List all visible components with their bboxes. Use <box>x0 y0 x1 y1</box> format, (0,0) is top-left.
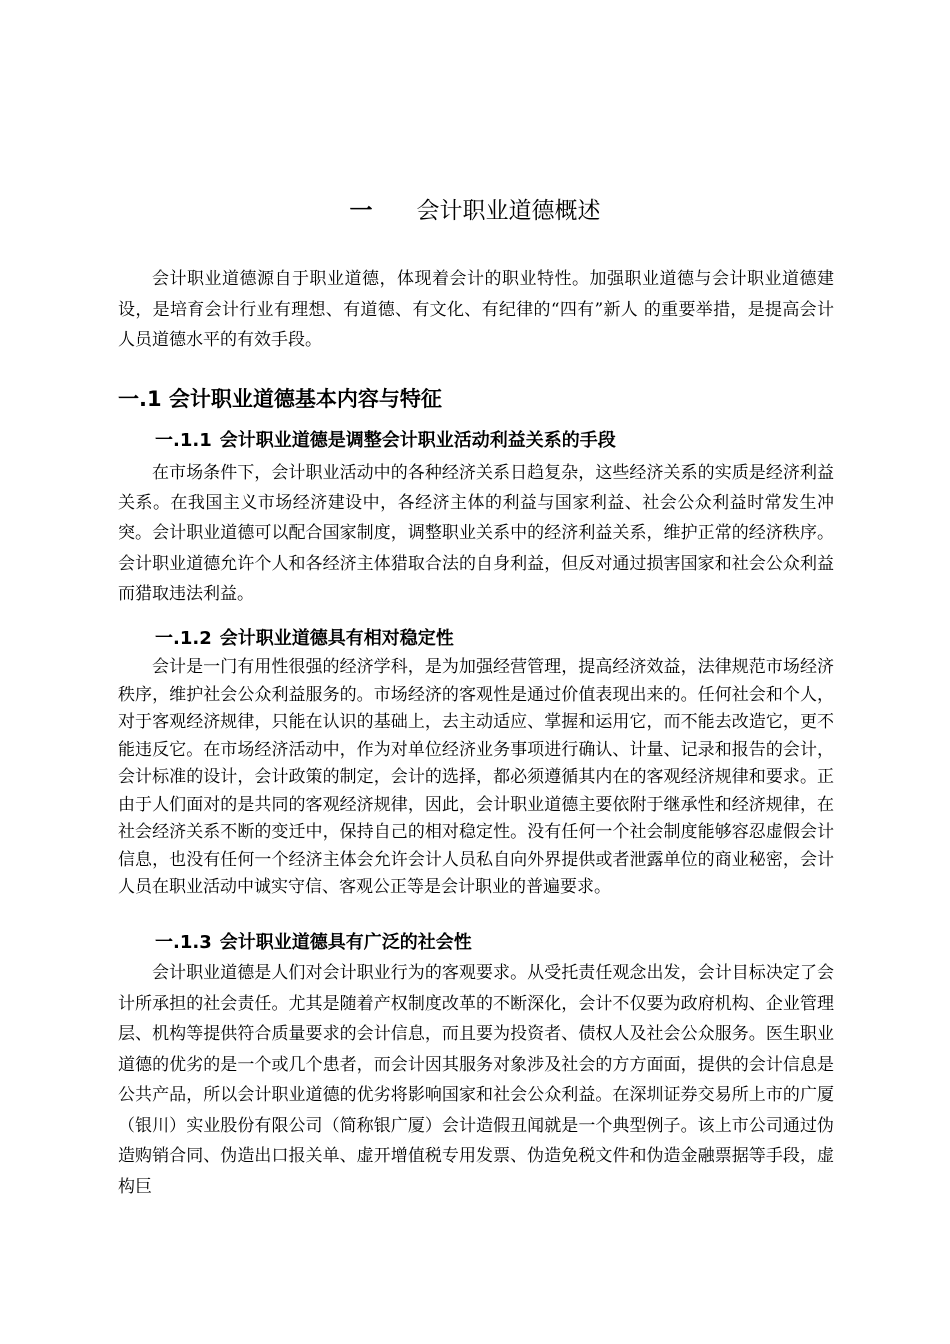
subsection-number: 一.1.3 <box>155 932 212 953</box>
subsection-number: 一.1.2 <box>155 628 212 649</box>
subsection-heading-2 <box>155 626 454 652</box>
subsection-body-3: 会计职业道德是人们对会计职业行为的客观要求。从受托责任观念出发，会计目标决定了会计所承担的社会责任。尤其是随着产权制度改革的不断深化，会计不仅要为政府机构、企业管理层、机构等提供符合质量要求的会计信息，而且要为投资者、债权人及社会公众服务。医生职业道德的优劣的是一个或几个患者，而会计因其服务对象涉及社会的方方面面，提供的会计信息是公共产品，所以会计职业道德的优劣将影响国家和社会公众利益。在深圳证券交易所上市的广厦（银川）实业股份有限公司（简称银广厦）会计造假丑闻就是一个典型例子。该上市公司通过伪造购销合同、伪造出口报关单、虚开增值税专用发票、伪造免税文件和伪造金融票据等手段，虚构巨 <box>118 963 834 1197</box>
subsection-heading-3 <box>155 930 472 956</box>
subsection-title: 会计职业道德具有相对稳定性 <box>219 628 454 649</box>
chapter-number: 一 <box>349 198 373 224</box>
intro-paragraph: 会计职业道德源自于职业道德，体现着会计的职业特性。加强职业道德与会计职业道德建设，是培育会计行业有理想、有道德、有文化、有纪律的“四有”新人 的重要举措，是提高会计人员道德水平的有效手段。 <box>118 269 834 350</box>
subsection-title: 会计职业道德是调整会计职业活动利益关系的手段 <box>219 430 616 451</box>
chapter-title-text: 会计职业道德概述 <box>416 198 601 224</box>
section-heading: 一.1 会计职业道德基本内容与特征 <box>118 387 442 411</box>
subsection-number: 一.1.1 <box>155 430 212 451</box>
subsection-body-1: 在市场条件下，会计职业活动中的各种经济关系日趋复杂，这些经济关系的实质是经济利益关系。在我国主义市场经济建设中，各经济主体的利益与国家利益、社会公众利益时常发生冲突。会计职业道德可以配合国家制度，调整职业关系中的经济利益关系，维护正常的经济秩序。会计职业道德允许个人和各经济主体猎取合法的自身利益，但反对通过损害国家和社会公众利益而猎取违法利益。 <box>118 463 834 604</box>
subsection-body-2: 会计是一门有用性很强的经济学科，是为加强经营管理，提高经济效益，法律规范市场经济秩序，维护社会公众利益服务的。市场经济的客观性是通过价值表现出来的。任何社会和个人，对于客观经济规律，只能在认识的基础上，去主动适应、掌握和运用它，而不能去改造它，更不能违反它。在市场经济活动中，作为对单位经济业务事项进行确认、计量、记录和报告的会计，会计标准的设计，会计政策的制定，会计的选择，都必须遵循其内在的客观经济规律和要求。正由于人们面对的是共同的客观经济规律，因此，会计职业道德主要依附于继承性和经济规律，在社会经济关系不断的变迁中，保持自己的相对稳定性。没有任何一个社会制度能够容忍虚假会计信息，也没有任何一个经济主体会允许会计人员私自向外界提供或者泄露单位的商业秘密，会计人员在职业活动中诚实守信、客观公正等是会计职业的普遍要求。 <box>118 657 834 897</box>
chapter-title <box>0 195 950 227</box>
subsection-title: 会计职业道德具有广泛的社会性 <box>219 932 472 953</box>
subsection-heading-1 <box>155 428 616 454</box>
